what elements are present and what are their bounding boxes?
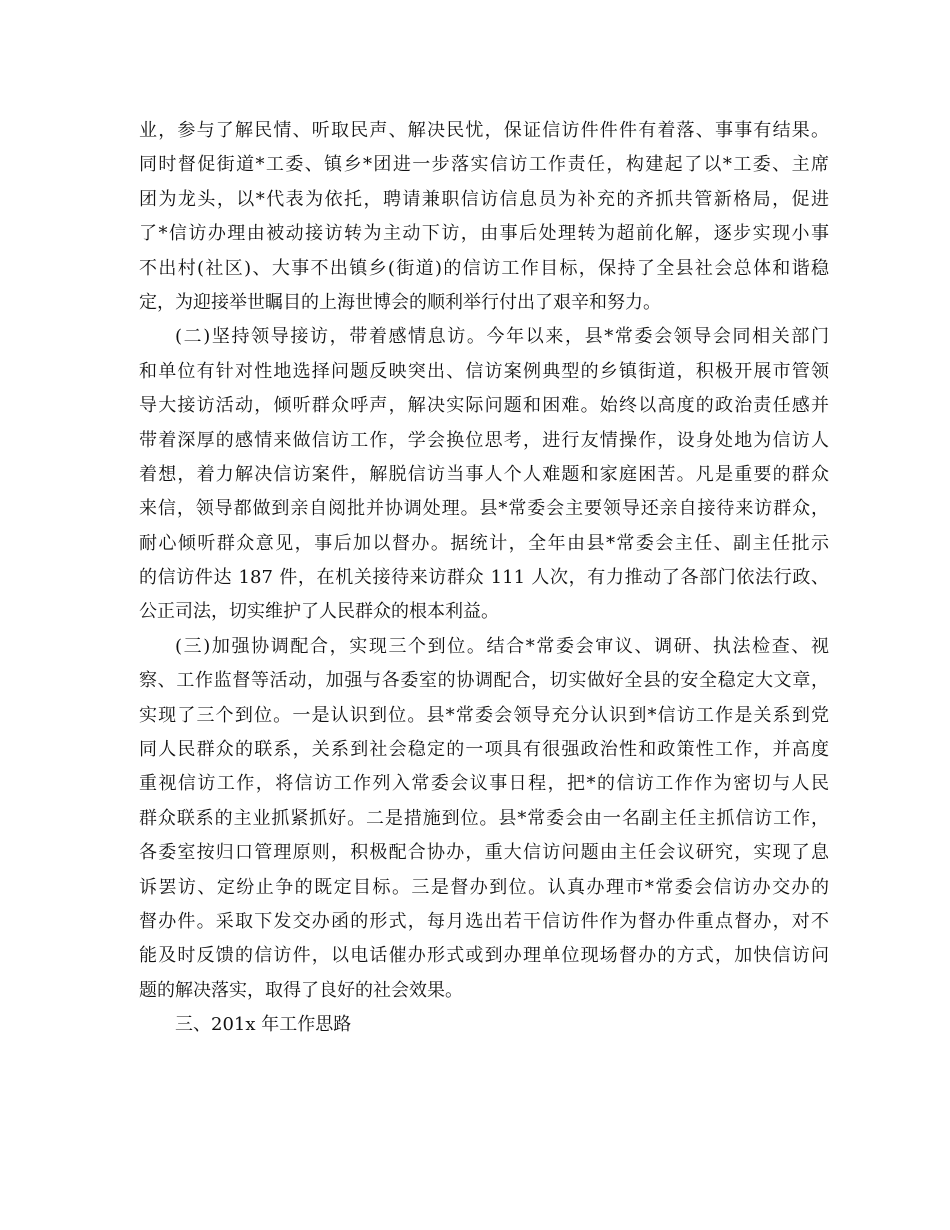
text-line: 题的解决落实，取得了良好的社会效果。	[139, 979, 463, 1001]
text-line: 耐心倾听群众意见，事后加以督办。据统计，全年由县*常委会主任、副主任批示	[139, 532, 829, 554]
text-line: 带着深厚的感情来做信访工作，学会换位思考，进行友情操作，设身处地为信访人	[139, 429, 829, 451]
text-line: 着想，着力解决信访案件，解脱信访当事人个人难题和家庭困苦。凡是重要的群众	[139, 463, 829, 485]
text-line: 察、工作监督等活动，加强与各委室的协调配合，切实做好全县的安全稳定大文章，	[139, 670, 829, 692]
text-line: 导大接访活动，倾听群众呼声，解决实际问题和困难。始终以高度的政治责任感并	[139, 395, 829, 417]
text-line: 和单位有针对性地选择问题反映突出、信访案例典型的乡镇街道，积极开展市管领	[139, 360, 829, 382]
text-line: 业，参与了解民情、听取民声、解决民忧，保证信访件件件有着落、事事有结果。	[139, 120, 829, 141]
text-line: 实现了三个到位。一是认识到位。县*常委会领导充分认识到*信访工作是关系到党	[139, 704, 829, 726]
text-line: 了*信访办理由被动接访转为主动下访，由事后处理转为超前化解，逐步实现小事	[139, 223, 829, 245]
text-line: 能及时反馈的信访件，以电话催办形式或到办理单位现场督办的方式，加快信访问	[139, 945, 829, 967]
text-line: 同人民群众的联系，关系到社会稳定的一项具有很强政治性和政策性工作，并高度	[139, 739, 829, 761]
text-line: 各委室按归口管理原则，积极配合协办，重大信访问题由主任会议研究，实现了息	[139, 842, 829, 864]
text-line: 不出村(社区)、大事不出镇乡(街道)的信访工作目标，保持了全县社会总体和谐稳	[139, 257, 829, 279]
text-line: 同时督促街道*工委、镇乡*团进一步落实信访工作责任，构建起了以*工委、主席	[139, 154, 829, 176]
text-line: (二)坚持领导接访，带着感情息访。今年以来，县*常委会领导会同相关部门	[175, 326, 829, 348]
text-line: 群众联系的主业抓紧抓好。二是措施到位。县*常委会由一名副主任主抓信访工作，	[139, 807, 829, 829]
text-line: 重视信访工作，将信访工作列入常委会议事日程，把*的信访工作作为密切与人民	[139, 773, 829, 795]
document-body	[139, 114, 829, 1043]
text-line: (三)加强协调配合，实现三个到位。结合*常委会审议、调研、执法检查、视	[175, 635, 829, 657]
text-line: 公正司法，切实维护了人民群众的根本利益。	[139, 601, 499, 623]
text-line: 的信访件达 187 件，在机关接待来访群众 111 人次，有力推动了各部门依法行政、	[139, 567, 829, 589]
text-line: 诉罢访、定纷止争的既定目标。三是督办到位。认真办理市*常委会信访办交办的	[139, 876, 829, 898]
text-line: 督办件。采取下发交办函的形式，每月选出若干信访件作为督办件重点督办，对不	[139, 910, 829, 932]
text-line: 定，为迎接举世瞩目的上海世博会的顺利举行付出了艰辛和努力。	[139, 291, 661, 313]
text-line: 三、201x 年工作思路	[175, 1014, 352, 1036]
text-line: 团为龙头，以*代表为依托，聘请兼职信访信息员为补充的齐抓共管新格局，促进	[139, 188, 829, 210]
text-line: 来信，领导都做到亲自阅批并协调处理。县*常委会主要领导还亲自接待来访群众，	[139, 498, 829, 520]
